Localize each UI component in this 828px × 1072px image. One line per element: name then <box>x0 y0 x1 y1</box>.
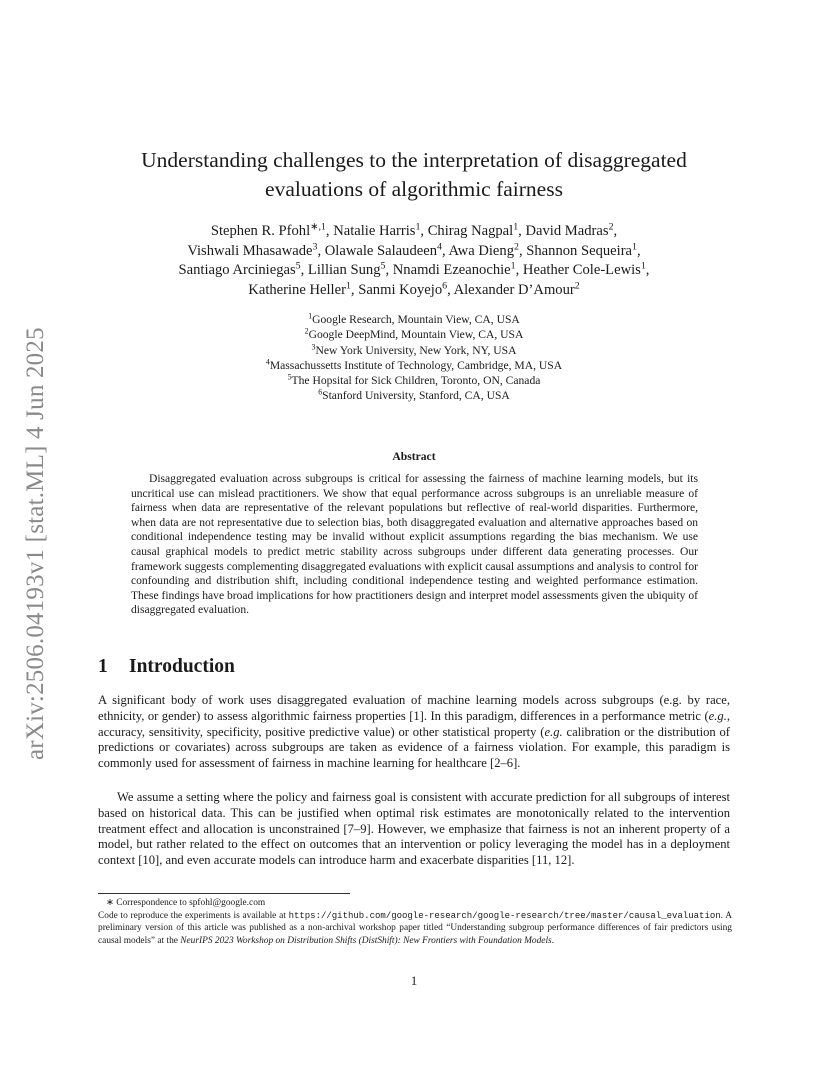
paragraph-text: A significant body of work uses disaggregated evaluation of machine learning models across subgroups (e.g. by race, ethnicity, or gender) to assess algorithmic fairness properties [1]. In this paradigm, differences in a performance metric ( <box>98 693 730 723</box>
affiliation <box>160 388 668 403</box>
author-sep: , <box>518 242 527 259</box>
author: Natalie Harris <box>333 223 416 239</box>
paragraph-emphasis: e.g. <box>708 708 727 723</box>
author: Lillian Sung <box>307 262 381 278</box>
author-sup: ∗,1 <box>310 221 326 233</box>
author: Sanmi Koyejo <box>358 281 443 298</box>
author: Santiago Arciniegas <box>178 262 296 278</box>
author-sup: 4 <box>437 241 442 253</box>
author-sup: 1 <box>415 221 421 233</box>
author: Katherine Heller <box>248 281 346 298</box>
footnote-venue: NeurIPS 2023 Workshop on Distribution Shifts (DistShift): New Frontiers with Foundation Models <box>180 935 552 946</box>
author-sup: 1 <box>640 260 646 272</box>
paragraph-emphasis: e.g. <box>544 724 563 739</box>
affiliation-sup: 4 <box>265 357 270 367</box>
author: Alexander D’Amour <box>453 281 575 298</box>
affiliation <box>160 343 668 358</box>
author-sep: , <box>317 242 325 259</box>
footnotes <box>98 897 732 947</box>
affiliation-sup: 6 <box>318 388 323 398</box>
affiliation-sup: 2 <box>304 326 309 336</box>
author-line <box>110 261 718 281</box>
affiliation-text: Stanford University, Stanford, CA, USA <box>322 389 510 403</box>
author-sep: , <box>300 262 308 278</box>
footnote-text: . <box>551 935 555 946</box>
author-sup: 2 <box>514 241 519 253</box>
author-sup: 1 <box>632 241 637 253</box>
author-sep: , <box>325 223 334 239</box>
author: Awa Dieng <box>448 242 514 259</box>
title-line-1: Understanding challenges to the interpretation of disaggregated <box>141 148 687 172</box>
author: Nnamdi Ezeanochie <box>392 262 511 278</box>
section-title: Introduction <box>129 656 235 677</box>
author-sup: 1 <box>345 280 351 292</box>
author-line <box>110 222 718 242</box>
author-sep: , <box>447 281 454 298</box>
author: Olawale Salaudeen <box>324 242 438 259</box>
author-sup: 6 <box>442 280 448 292</box>
affiliation-sup: 5 <box>287 372 292 382</box>
affiliation <box>160 358 668 373</box>
author-sep: , <box>645 262 650 278</box>
section-number: 1 <box>98 656 108 677</box>
author-sup: 2 <box>574 280 580 292</box>
author-sep: , <box>420 223 428 239</box>
author-sep: , <box>518 223 526 239</box>
affiliation-text: The Hopsital for Sick Children, Toronto, ON, Canada <box>291 374 541 388</box>
author-sep: , <box>441 242 449 259</box>
affiliation <box>160 373 668 388</box>
author-sep: , <box>385 262 393 278</box>
affiliation-sup: 1 <box>308 311 313 321</box>
body-paragraph-1 <box>98 693 730 772</box>
affiliation <box>160 312 668 327</box>
author-sep: , <box>350 281 359 298</box>
section-heading <box>98 656 235 678</box>
arxiv-identifier: arXiv:2506.04193v1 [stat.ML] 4 Jun 2025 <box>22 327 49 760</box>
page-number: 1 <box>410 974 418 988</box>
affiliation <box>160 327 668 342</box>
author: Chirag Nagpal <box>427 223 514 239</box>
paragraph-text: calibration or the distribution of predictions or covariates) across subgroups are taken as evidence of a fairness violation. For example, this paradigm is commonly used for assessment of fairness in machine learning for healthcare [2–6]. <box>98 724 730 771</box>
author: Heather Cole-Lewis <box>522 262 641 278</box>
paper-title <box>90 146 738 204</box>
author: Vishwali Mhasawade <box>187 242 313 259</box>
footnote-code <box>98 911 732 946</box>
author-sup: 1 <box>513 221 519 233</box>
author-sep: , <box>515 262 523 278</box>
affiliation-text: Google Research, Mountain View, CA, USA <box>312 313 520 326</box>
footnote-mark: ∗ <box>106 898 114 908</box>
footnote-correspondence <box>98 897 732 910</box>
abstract-heading: Abstract <box>392 450 436 463</box>
author: Stephen R. Pfohl <box>210 223 311 239</box>
author: Shannon Sequeira <box>526 242 633 259</box>
author-sup: 5 <box>380 260 386 272</box>
paragraph-text: , accuracy, sensitivity, specificity, positive predictive value) or other statistical property ( <box>98 708 730 739</box>
footnote-text: Code to reproduce the experiments is available at <box>98 910 289 921</box>
author-sup: 2 <box>608 221 614 233</box>
affiliation-text: New York University, New York, NY, USA <box>315 343 517 357</box>
affiliation-list <box>160 312 668 404</box>
body-paragraph-2: We assume a setting where the policy and fairness goal is consistent with accurate prediction for all subgroups of interest based on historical data. This can be justified when optimal risk estimates are monotonically related to the intervention treatment effect and allocation is unconstrained [7–9]. However, we emphasize that fairness is not an inherent property of a model, but rather related to the effect on outcomes that an intervention or policy leveraging the model has in a deployment context [10], and even accurate models can introduce harm and exacerbate disparities [11, 12]. <box>98 790 730 868</box>
footnote-rule <box>98 893 350 894</box>
author-sep: , <box>613 223 618 239</box>
code-url-link[interactable]: https://github.com/google-research/google-research/tree/master/causal_evaluation <box>288 910 721 921</box>
author-sep: , <box>637 242 641 259</box>
author: David Madras <box>525 223 609 239</box>
author-sup: 3 <box>312 241 318 253</box>
author-sup: 5 <box>295 260 301 272</box>
author-list <box>110 222 718 300</box>
affiliation-text: Massachussetts Institute of Technology, Cambridge, MA, USA <box>269 358 563 372</box>
abstract-text: Disaggregated evaluation across subgroups is critical for assessing the fairness of machine learning models, but its uncritical use can mislead practitioners. We show that equal performance across subgroups is an unreliable measure of fairness when data are representative of the relevant populations but reflective of real-world disparities. Furthermore, when data are not representative due to selection bias, both disaggregated evaluation and alternative approaches based on conditional independence testing may be invalid without explicit assumptions regarding the bias mechanism. We use causal graphical models to predict metric stability across subgroups under different data generating processes. Our framework suggests complementing disaggregated evaluations with explicit causal assumptions and analysis to control for confounding and distribution shift, including conditional independence testing and weighted performance estimation. These findings have broad implications for how practitioners design and interpret model assessments given the ubiquity of disaggregated evaluation. <box>131 473 698 617</box>
author-sup: 1 <box>510 260 516 272</box>
affiliation-text: Google DeepMind, Mountain View, CA, USA <box>308 328 524 342</box>
author-line <box>110 242 718 262</box>
title-line-2: evaluations of algorithmic fairness <box>265 177 563 201</box>
footnote-correspondence-text: Correspondence to spfohl@google.com <box>116 898 266 908</box>
footnote-text: . A preliminary version of this article was published as a non-archival workshop paper titled “Understanding subgroup performance differences of fair predictors using causal models” at the <box>98 910 732 946</box>
author-line <box>110 281 718 301</box>
affiliation-sup: 3 <box>311 342 316 352</box>
